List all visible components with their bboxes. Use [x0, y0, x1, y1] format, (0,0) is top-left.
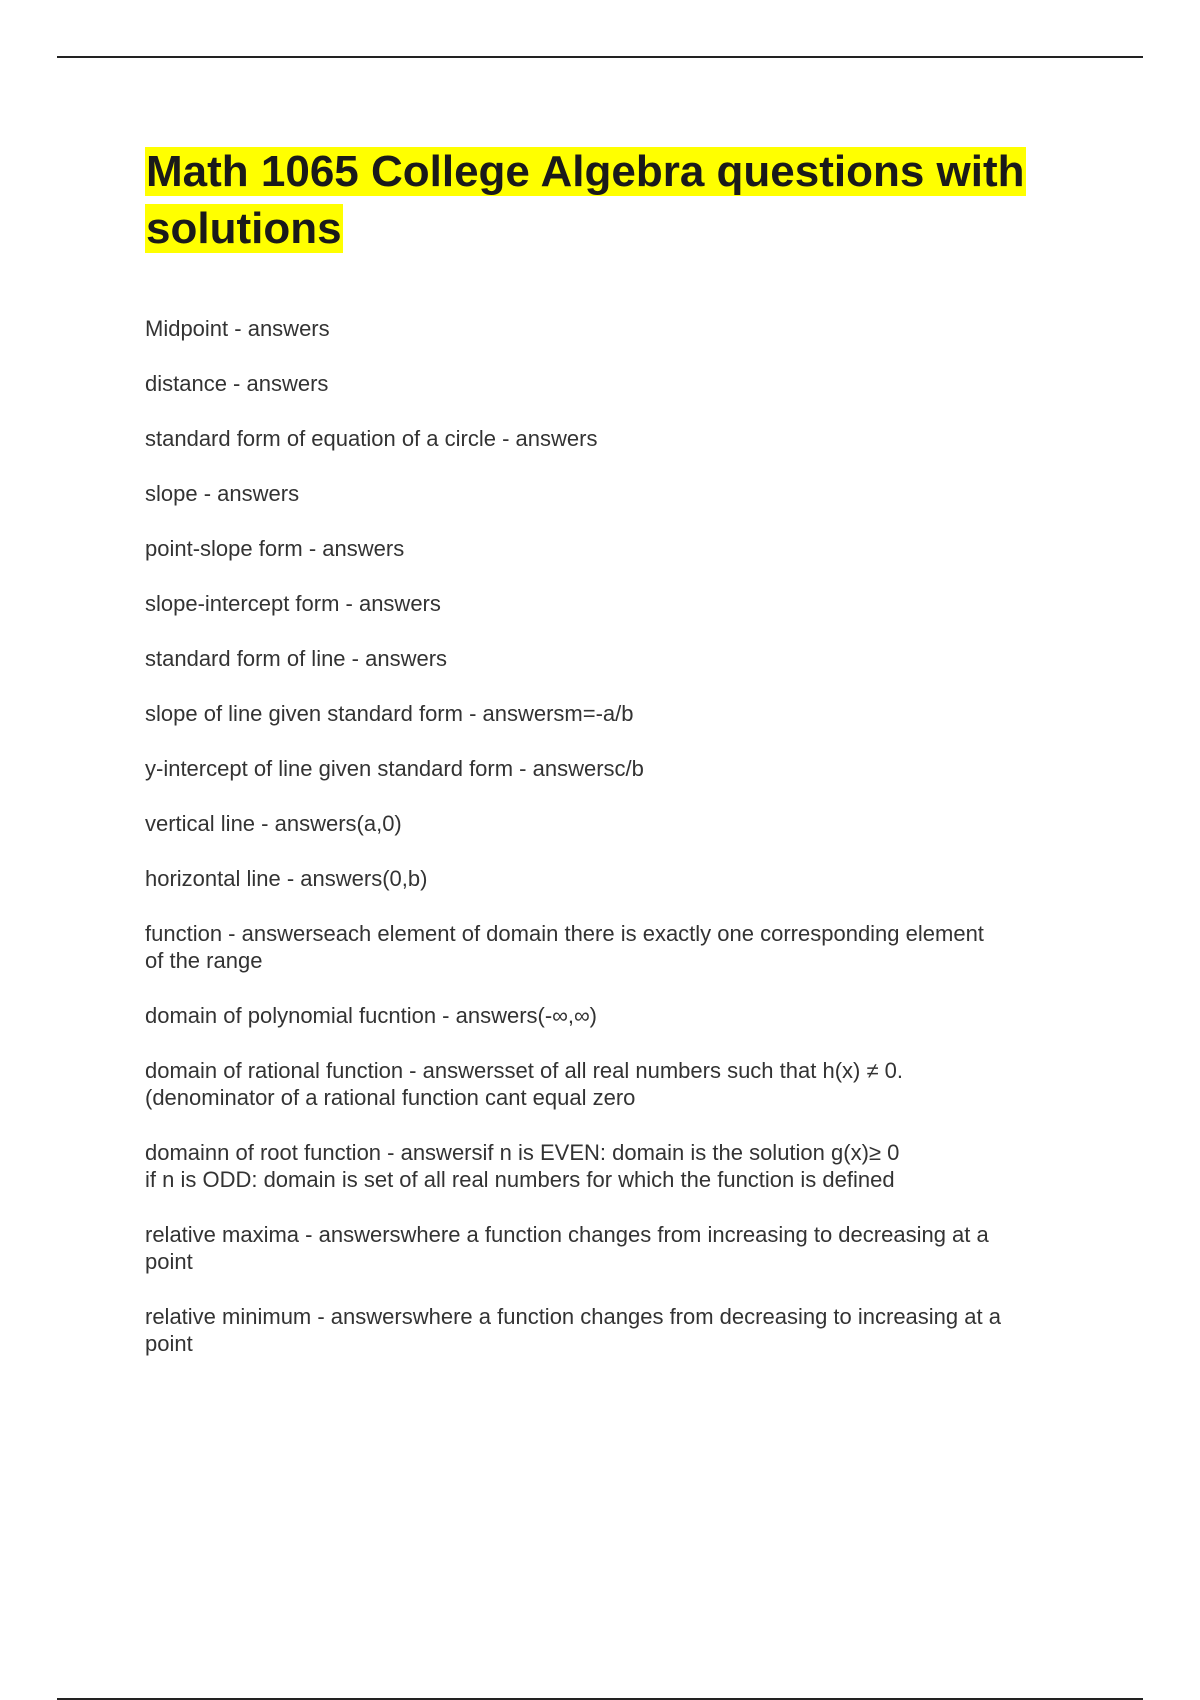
qa-item: horizontal line - answers(0,b): [145, 866, 428, 891]
qa-item: relative maxima - answerswhere a function changes from increasing to decreasing at a point: [145, 1222, 989, 1274]
qa-item: relative minimum - answerswhere a function changes from decreasing to increasing at a point: [145, 1304, 1001, 1356]
qa-item: function - answerseach element of domain there is exactly one corresponding element of the range: [145, 921, 984, 973]
document-title: [145, 143, 1095, 257]
qa-item: distance - answers: [145, 371, 329, 396]
qa-item: point-slope form - answers: [145, 536, 405, 561]
title-highlight: Math 1065 College Algebra questions with solutions: [146, 147, 1025, 253]
qa-item: slope-intercept form - answers: [145, 591, 441, 616]
qa-item: y-intercept of line given standard form - answersc/b: [145, 756, 644, 781]
qa-list: [145, 315, 1095, 1357]
qa-item: standard form of equation of a circle - answers: [145, 426, 598, 451]
qa-item: domainn of root function - answersif n is EVEN: domain is the solution g(x)≥ 0 if n is ODD: domain is set of all real numbers for which the function is defined: [145, 1140, 900, 1192]
qa-item: standard form of line - answers: [145, 646, 448, 671]
header-rule: [57, 56, 1143, 58]
qa-item: domain of polynomial fucntion - answers(-∞,∞): [145, 1003, 597, 1028]
document-body: [145, 143, 1095, 1385]
qa-item: vertical line - answers(a,0): [145, 811, 402, 836]
qa-item: Midpoint - answers: [145, 316, 330, 341]
qa-item: slope of line given standard form - answersm=-a/b: [145, 701, 634, 726]
qa-item: domain of rational function - answersset of all real numbers such that h(x) ≠ 0. (denominator of a rational function cant equal zero: [145, 1058, 903, 1110]
qa-item: slope - answers: [145, 481, 300, 506]
